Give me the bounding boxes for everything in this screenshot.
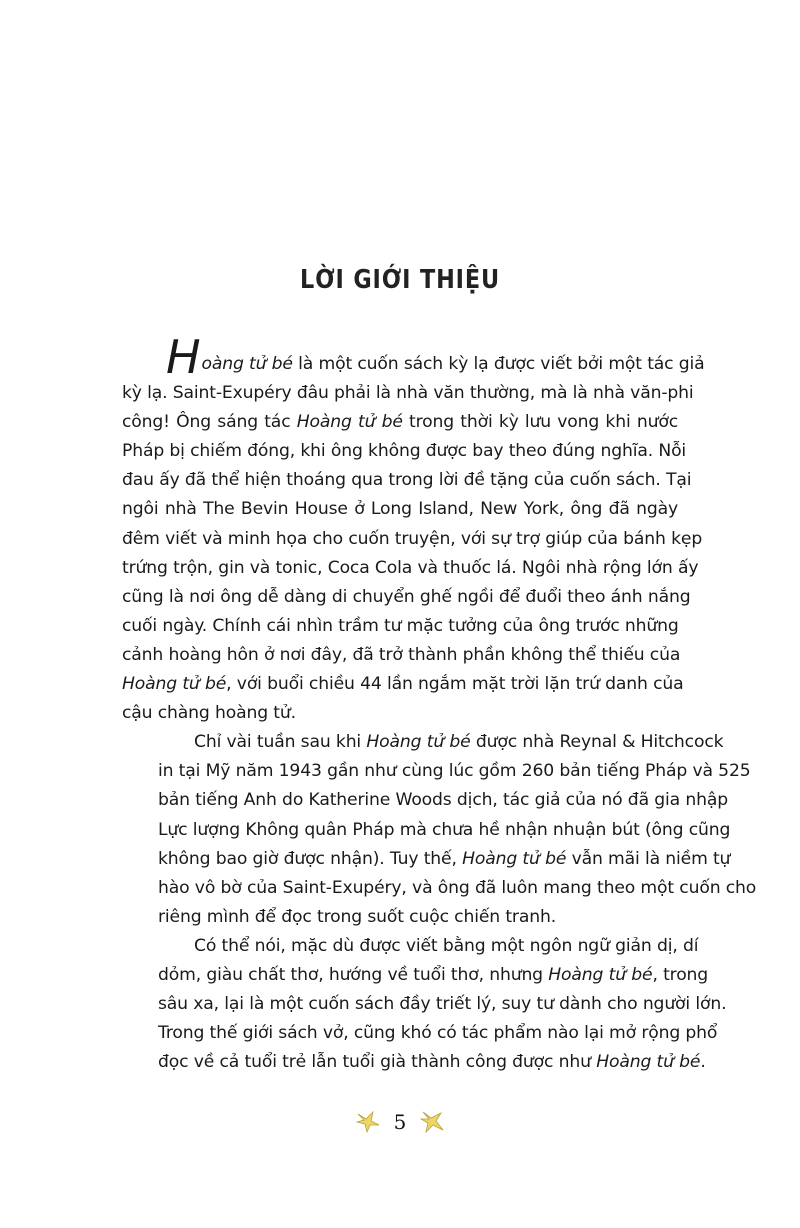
text-run: Lực lượng Không quân Pháp mà chưa hề nhận nhuận bút (ông cũng (158, 819, 731, 840)
text-run: dỏm, giàu chất thơ, hướng về tuổi thơ, nhưng (158, 964, 549, 985)
body-text (122, 330, 757, 1077)
text-run: bản tiếng Anh do Katherine Woods dịch, tác giả của nó đã gia nhập (158, 790, 728, 811)
text-run: kỳ lạ. Saint-Exupéry đâu phải là nhà văn thường, mà là nhà văn-phi (122, 383, 694, 404)
text-line (122, 525, 703, 554)
gold-star-icon (420, 1111, 444, 1133)
text-line (122, 379, 694, 408)
paragraph (122, 330, 705, 728)
text-run: , trong (652, 964, 709, 985)
text-line (122, 1019, 718, 1048)
paragraph (122, 932, 727, 1077)
text-run: Có thể nói, mặc dù được viết bằng một ngôn ngữ giản dị, dí (194, 935, 699, 956)
text-line (122, 757, 751, 786)
text-run: . (700, 1052, 706, 1073)
text-run: Pháp bị chiếm đóng, khi ông không được bay theo đúng nghĩa. Nỗi (122, 441, 687, 462)
text-line (122, 641, 681, 670)
text-run: cậu chàng hoàng tử. (122, 703, 296, 724)
text-run: riêng mình để đọc trong suốt cuộc chiến tranh. (158, 906, 557, 927)
text-line (122, 330, 705, 384)
text-run: đọc về cả tuổi trẻ lẫn tuổi già thành công được như (158, 1052, 597, 1073)
text-line (122, 612, 678, 641)
page-number: 5 (393, 1110, 407, 1134)
gold-star-icon (356, 1111, 380, 1133)
book-title-italic: Hoàng tử bé (366, 732, 471, 753)
text-line (122, 961, 709, 990)
text-line (122, 554, 699, 583)
text-line (122, 728, 724, 757)
text-run: công! Ông sáng tác (122, 412, 297, 433)
text-run: sâu xa, lại là một cuốn sách đầy triết lý, suy tư dành cho người lớn. (158, 994, 727, 1015)
text-run: Chỉ vài tuần sau khi (194, 732, 367, 753)
text-line (122, 903, 678, 932)
text-run: Trong thế giới sách vở, cũng khó có tác phẩm nào lại mở rộng phổ (158, 1023, 718, 1044)
text-line (122, 699, 678, 728)
text-run: vẫn mãi là niềm tự (566, 848, 731, 869)
text-line (122, 466, 692, 495)
text-line (122, 670, 684, 699)
text-run: , với buổi chiều 44 lần ngắm mặt trời lặn trứ danh của (226, 674, 684, 695)
text-line (122, 1048, 706, 1077)
text-run: cảnh hoàng hôn ở nơi đây, đã trở thành phần không thể thiếu của (122, 644, 681, 665)
text-run: trứng trộn, gin và tonic, Coca Cola và thuốc lá. Ngôi nhà rộng lớn ấy (122, 557, 699, 578)
text-line (122, 816, 731, 845)
text-line (122, 874, 757, 903)
book-title-italic: Hoàng tử bé (296, 412, 403, 433)
text-run: in tại Mỹ năm 1943 gần như cùng lúc gồm 260 bản tiếng Pháp và 525 (158, 761, 751, 782)
text-run: không bao giờ được nhận). Tuy thế, (158, 848, 463, 869)
text-run: là một cuốn sách kỳ lạ được viết bởi một tác giả (292, 354, 705, 374)
book-title-italic: Hoàng tử bé (122, 674, 227, 695)
drop-cap: H (166, 330, 201, 384)
book-title-italic: Hoàng tử bé (462, 848, 567, 869)
page-footer (0, 1110, 800, 1134)
text-line (122, 495, 678, 524)
text-line (122, 932, 699, 961)
text-run: đêm viết và minh họa cho cuốn truyện, với sự trợ giúp của bánh kẹp (122, 528, 703, 549)
text-run: được nhà Reynal & Hitchcock (470, 732, 724, 753)
text-line (122, 786, 728, 815)
text-run: trong thời kỳ lưu vong khi nước (402, 412, 678, 433)
book-title-italic: oàng tử bé (201, 354, 293, 374)
book-title-italic: Hoàng tử bé (596, 1052, 701, 1073)
text-run: hào vô bờ của Saint-Exupéry, và ông đã luôn mang theo một cuốn cho (158, 877, 757, 898)
book-title-italic: Hoàng tử bé (548, 964, 653, 985)
text-line (122, 437, 687, 466)
text-line (122, 408, 678, 437)
paragraph (122, 728, 757, 932)
text-line (122, 990, 727, 1019)
text-line (122, 583, 691, 612)
text-run: đau ấy đã thể hiện thoáng qua trong lời đề tặng của cuốn sách. Tại (122, 470, 692, 491)
text-run: cuối ngày. Chính cái nhìn trầm tư mặc tưởng của ông trước những (122, 615, 679, 636)
text-run: ngôi nhà The Bevin House ở Long Island, New York, ông đã ngày (122, 499, 678, 520)
page-title: LỜI GIỚI THIỆU (300, 265, 500, 296)
text-line (122, 845, 731, 874)
text-run: cũng là nơi ông dễ dàng di chuyển ghế ngồi để đuổi theo ánh nắng (122, 586, 691, 607)
